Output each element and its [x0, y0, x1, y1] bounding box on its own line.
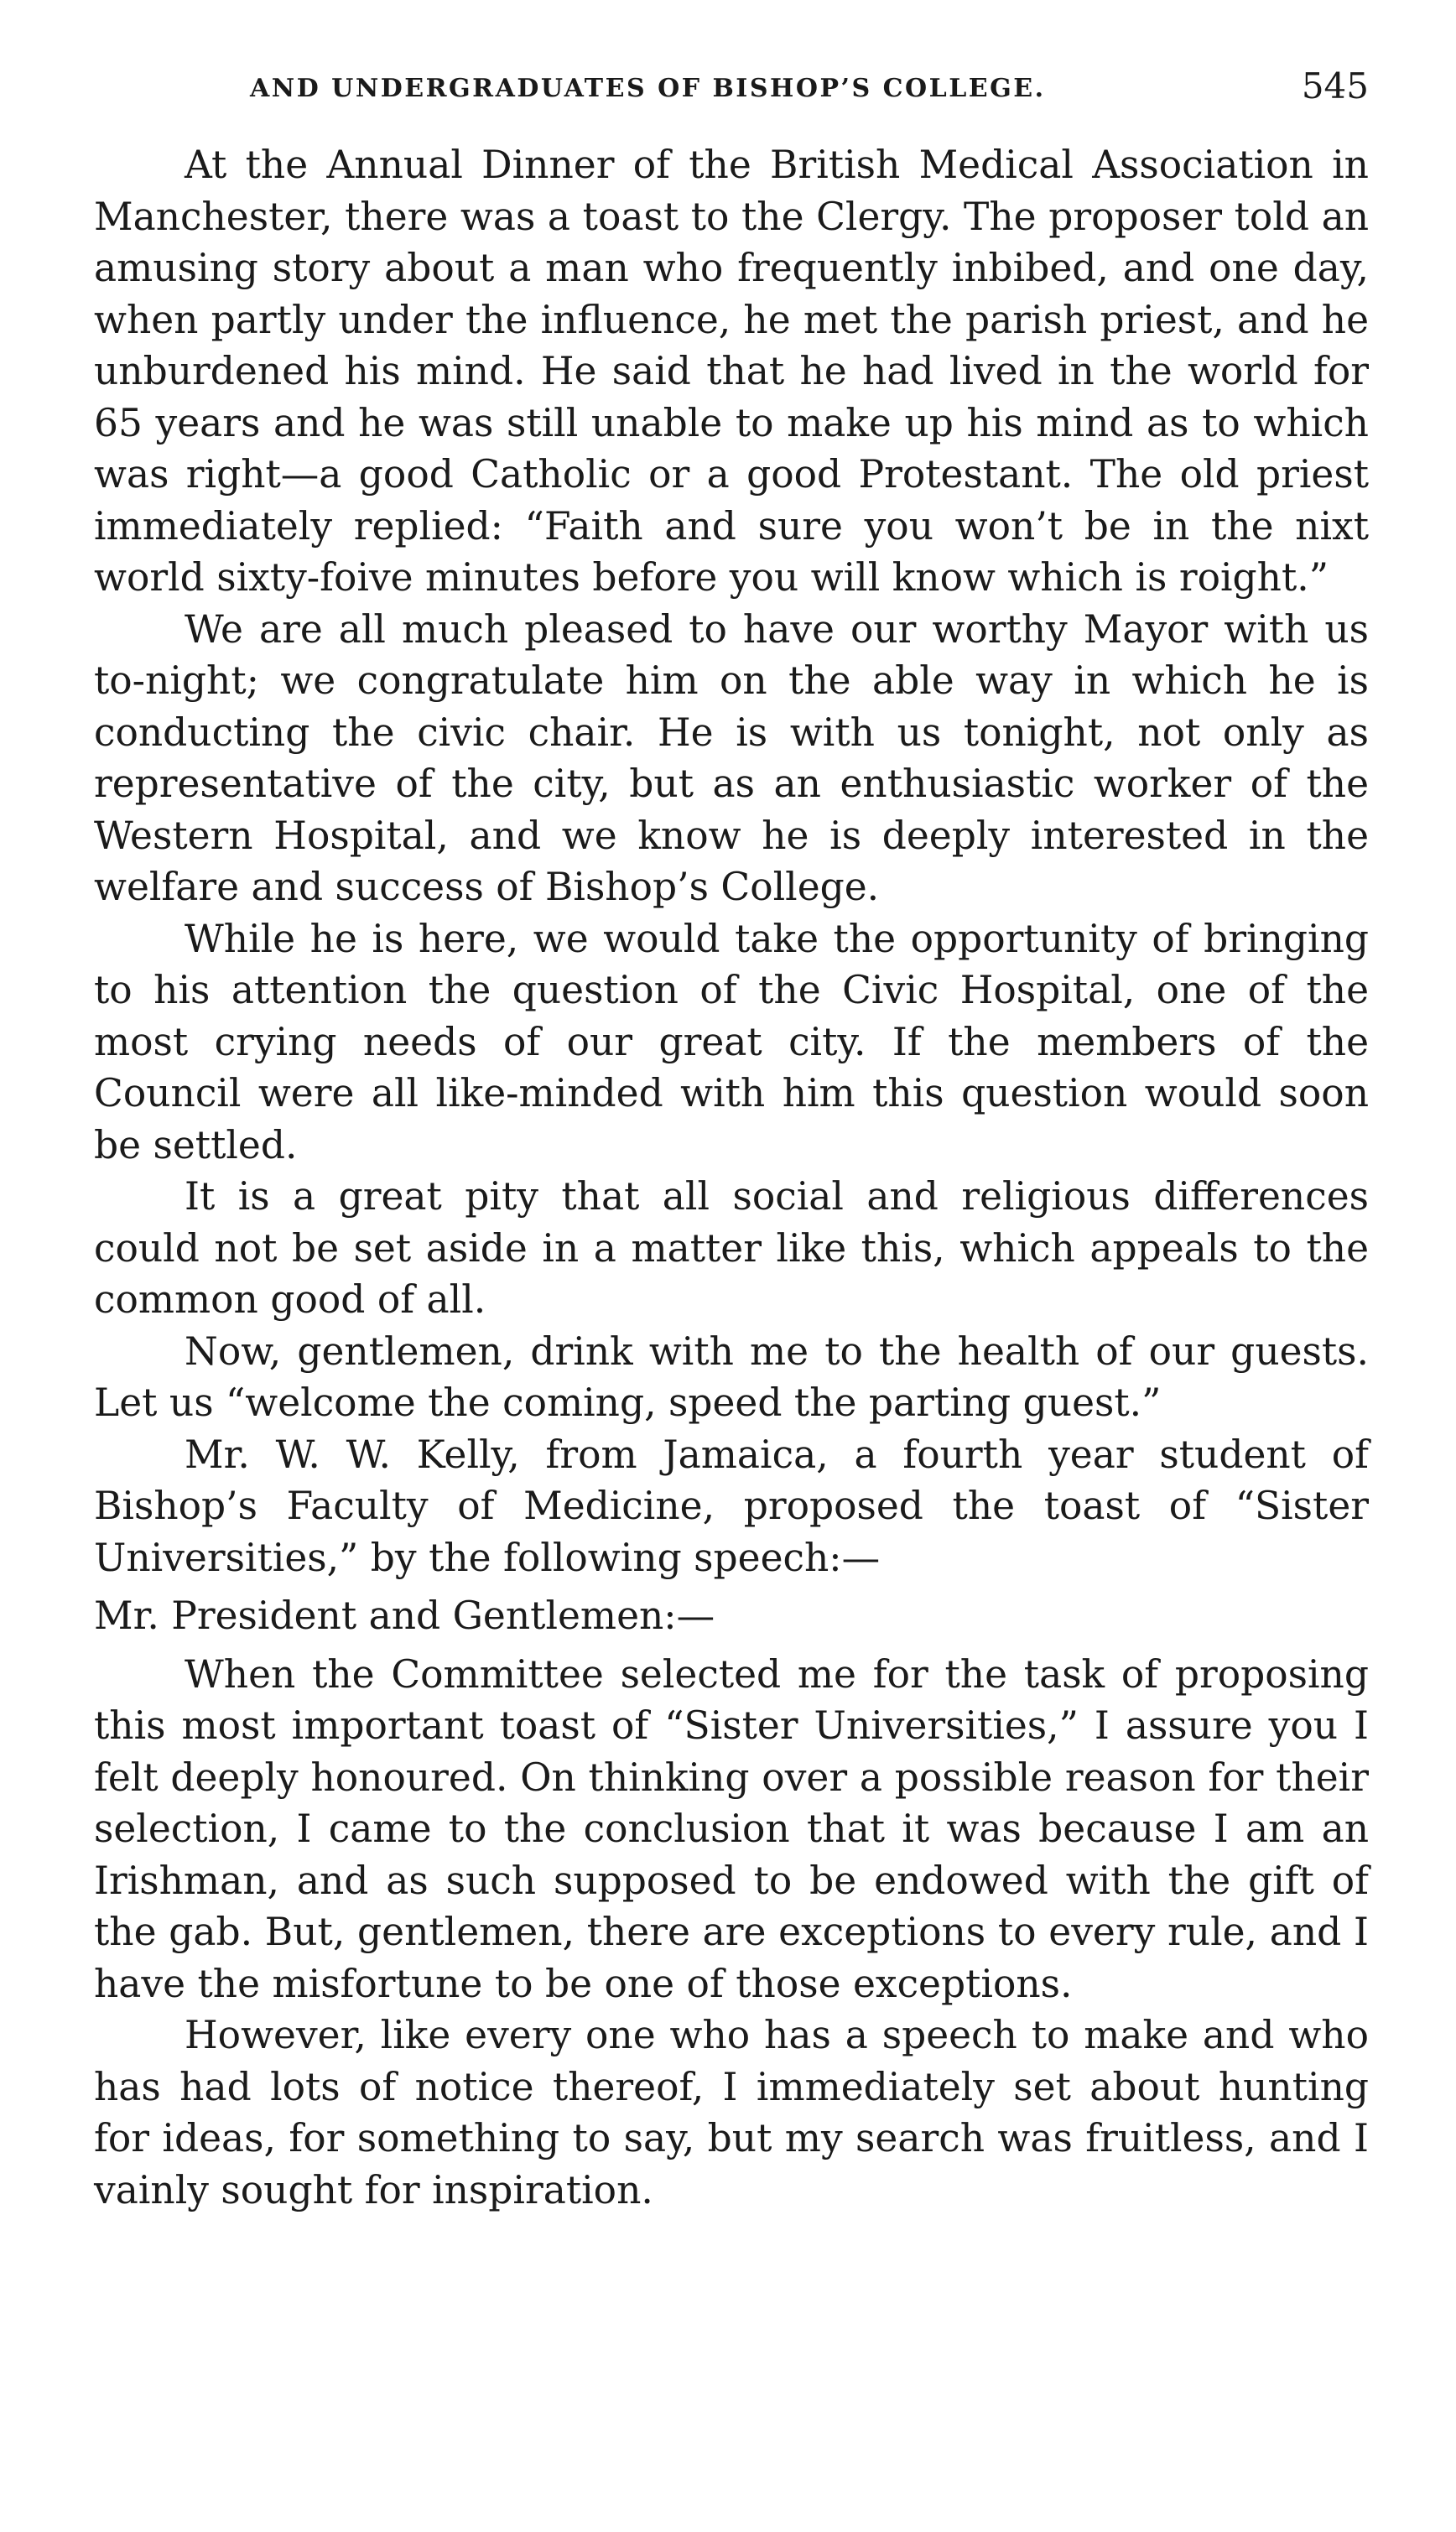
running-head: [94, 59, 1369, 134]
paragraph-mayor-welcome: We are all much pleased to have our worthy Mayor with us to-night; we congratulate him on the able way in which he is conducting the civic chair. He is with us tonight, not only as representative of the city, but as an enthusiastic worker of the Western Hospital, and we know he is deeply interested in the welfare and success of Bishop’s College.: [94, 606, 1369, 909]
paragraph-search-for-ideas: However, like every one who has a speech to make and who has had lots of notice thereof, I immediately set about hunting for ideas, for something to say, but my search was fruitless, and I vainly sought for inspiration.: [94, 2013, 1369, 2212]
body-text: [94, 139, 1369, 2216]
page-number: 545: [1301, 65, 1369, 107]
paragraph-social-differences: It is a great pity that all social and religious differences could not be set aside in a matter like this, which appeals to the common good of all.: [94, 1174, 1369, 1322]
paragraph-civic-hospital: While he is here, we would take the opportunity of bringing to his attention the question of the Civic Hospital, one of the most crying needs of our great city. If the members of the Council were all like-minded with him this question would soon be settled.: [94, 916, 1369, 1167]
speech-salutation: Mr. President and Gentlemen:—: [94, 1594, 715, 1638]
paragraph-committee-selection: When the Committee selected me for the task of proposing this most important toast of “Sister Universities,” I assure you I felt deeply honoured. On thinking over a possible reason for their selection, I came to the conclusion that it was because I am an Irishman, and as such supposed to be endowed with the gift of the gab. But, gentlemen, there are exceptions to every rule, and I have the misfortune to be one of those exceptions.: [94, 1651, 1369, 2006]
paragraph-toast-clergy-anecdote: At the Annual Dinner of the British Medical Association in Manchester, there was a toast to the Clergy. The proposer told an amusing story about a man who frequently inbibed, and one day, when partly under the influence, he met the parish priest, and he unburdened his mind. He said that he had lived in the world for 65 years and he was still unable to make up his mind as to which was right—a good Catholic or a good Protestant. The old priest immediately replied: “Faith and sure you won’t be in the nixt world sixty-foive minutes before you will know which is roight.”: [94, 143, 1369, 600]
paragraph-health-of-guests: Now, gentlemen, drink with me to the health of our guests. Let us “welcome the coming, speed the parting guest.”: [94, 1328, 1369, 1425]
running-title: AND UNDERGRADUATES OF BISHOP’S COLLEGE.: [250, 74, 1046, 103]
book-page: [94, 59, 1369, 2216]
paragraph-kelly-introduction: Mr. W. W. Kelly, from Jamaica, a fourth year student of Bishop’s Faculty of Medicine, proposed the toast of “Sister Universities,” by the following speech:—: [94, 1432, 1369, 1580]
